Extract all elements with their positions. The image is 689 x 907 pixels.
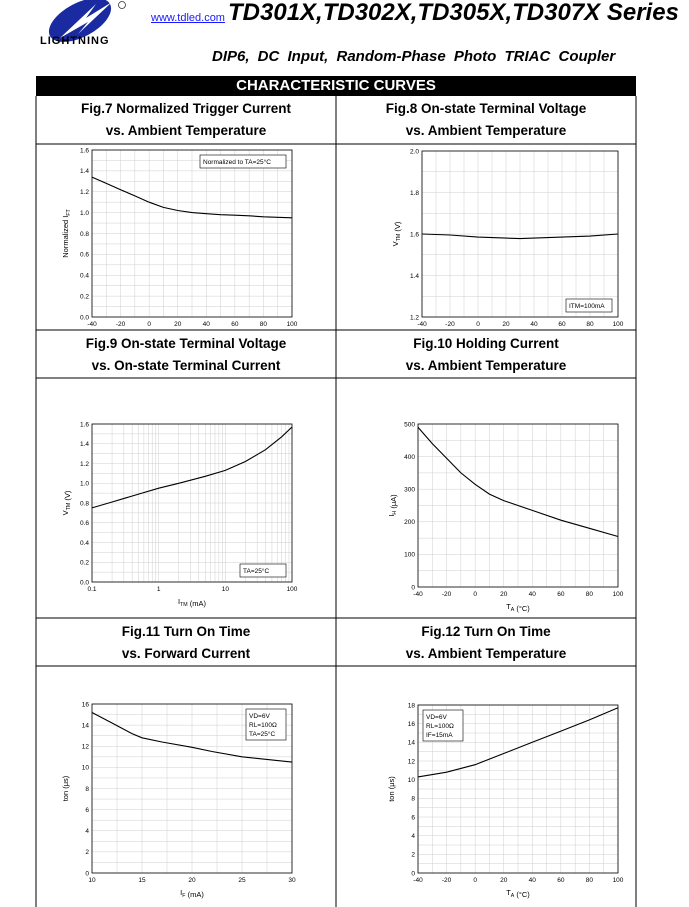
fig12-title: Fig.12 Turn On Time xyxy=(421,624,551,639)
x-tick-label: 60 xyxy=(557,877,565,884)
fig12-subtitle: vs. Ambient Temperature xyxy=(405,646,567,661)
y-tick-label: 0.8 xyxy=(79,500,89,508)
y-tick-label: 1.4 xyxy=(409,272,419,280)
x-tick-label: 0 xyxy=(473,591,477,598)
x-tick-label: 1 xyxy=(156,586,161,593)
y-tick-label: 500 xyxy=(404,421,415,429)
x-tick-label: 30 xyxy=(288,877,296,884)
x-tick-label: 80 xyxy=(586,321,594,328)
x-tick-label: 40 xyxy=(528,591,536,598)
annotation-text: ITM=100mA xyxy=(569,303,605,310)
y-axis-label: ton (μs) xyxy=(61,775,70,802)
x-tick-label: 20 xyxy=(502,321,510,328)
fig11-subtitle: vs. Forward Current xyxy=(121,646,251,661)
x-axis-label: $T_A$ (°C) xyxy=(506,888,530,899)
x-axis-label: $T_A$ (°C) xyxy=(506,602,530,613)
annotation-text: VD=6V xyxy=(249,713,270,720)
y-tick-label: 10 xyxy=(81,764,89,772)
fig7-caption xyxy=(36,98,336,142)
y-tick-label: 1.4 xyxy=(79,441,89,449)
x-tick-label: 80 xyxy=(585,591,594,598)
fig12-caption xyxy=(336,621,636,665)
annotation-box xyxy=(246,709,286,740)
x-tick-label: -20 xyxy=(441,877,452,884)
fig12-chart xyxy=(376,666,626,907)
series-title: TD301X,TD302X,TD305X,TD307X Series xyxy=(228,0,679,26)
fig11-caption xyxy=(36,621,336,665)
fig10-caption xyxy=(336,333,636,377)
x-tick-label: 60 xyxy=(557,591,565,598)
fig8-chart xyxy=(376,144,626,330)
y-tick-label: 1.6 xyxy=(79,421,89,429)
fig8-caption xyxy=(336,98,636,142)
y-tick-label: 2.0 xyxy=(409,148,419,156)
y-tick-label: 0.2 xyxy=(79,293,89,301)
grid xyxy=(92,424,292,582)
y-tick-label: 4 xyxy=(411,832,415,840)
y-tick-label: 400 xyxy=(404,453,415,461)
annotation-text: IF=15mA xyxy=(426,732,453,739)
y-tick-label: 1.2 xyxy=(79,189,89,197)
annotation-text: TA=25°C xyxy=(249,731,276,738)
x-tick-label: -20 xyxy=(115,321,126,328)
y-tick-label: 10 xyxy=(407,776,415,784)
y-axis-label: Normalized $I_{FT}$ xyxy=(61,209,72,258)
annotation-text: TA=25°C xyxy=(243,568,270,575)
x-tick-label: 100 xyxy=(286,321,298,328)
fig11-chart xyxy=(46,666,326,907)
annotation-text: Normalized to TA=25°C xyxy=(203,159,271,166)
fig11-title: Fig.11 Turn On Time xyxy=(121,624,251,639)
fig10-subtitle: vs. Ambient Temperature xyxy=(405,358,567,373)
x-tick-label: 40 xyxy=(530,321,538,328)
fig10-chart xyxy=(376,378,626,618)
y-tick-label: 0 xyxy=(85,870,89,878)
y-tick-label: 6 xyxy=(411,814,415,822)
y-tick-label: 8 xyxy=(85,785,89,793)
x-tick-label: 10 xyxy=(221,586,229,593)
y-tick-label: 4 xyxy=(85,828,89,836)
grid xyxy=(422,151,618,317)
x-tick-label: 100 xyxy=(612,591,624,598)
x-tick-label: 20 xyxy=(174,321,182,328)
y-tick-label: 0.0 xyxy=(79,579,89,587)
x-tick-label: 0 xyxy=(147,321,151,328)
y-tick-label: 6 xyxy=(85,806,89,814)
x-tick-label: 100 xyxy=(612,877,624,884)
fig9-caption xyxy=(36,333,336,377)
y-tick-label: 16 xyxy=(407,720,415,728)
y-tick-label: 18 xyxy=(407,702,415,710)
x-tick-label: 0.1 xyxy=(87,586,97,593)
fig8-subtitle: vs. Ambient Temperature xyxy=(405,123,567,138)
x-tick-label: 80 xyxy=(259,321,268,328)
y-tick-label: 200 xyxy=(404,519,415,527)
y-tick-label: 0.8 xyxy=(79,230,89,238)
y-tick-label: 0.6 xyxy=(79,251,89,259)
brand-name: LIGHTNING xyxy=(40,35,110,47)
x-tick-label: 40 xyxy=(528,877,536,884)
y-tick-label: 1.2 xyxy=(409,314,419,322)
y-tick-label: 1.6 xyxy=(79,147,89,155)
y-axis-label: ton (μs) xyxy=(387,776,396,802)
fig10-title: Fig.10 Holding Current xyxy=(413,336,559,351)
y-tick-label: 0.6 xyxy=(79,520,89,528)
x-tick-label: 60 xyxy=(231,321,239,328)
section-title: CHARACTERISTIC CURVES xyxy=(36,76,636,96)
fig7-title: Fig.7 Normalized Trigger Current xyxy=(80,101,292,116)
y-tick-label: 1.0 xyxy=(79,209,89,217)
y-tick-label: 1.0 xyxy=(79,480,89,488)
y-tick-label: 12 xyxy=(81,743,89,751)
annotation-text: RL=100Ω xyxy=(249,722,277,729)
fig7-subtitle: vs. Ambient Temperature xyxy=(105,123,267,138)
y-tick-label: 0.4 xyxy=(79,539,89,547)
annotation-box xyxy=(200,155,286,168)
y-tick-label: 1.6 xyxy=(409,231,419,239)
y-tick-label: 16 xyxy=(81,701,89,709)
y-tick-label: 0.2 xyxy=(79,559,89,567)
x-tick-label: -20 xyxy=(441,591,452,598)
x-tick-label: 20 xyxy=(500,877,508,884)
annotation-text: RL=100Ω xyxy=(426,723,454,730)
x-tick-label: 15 xyxy=(138,877,146,884)
y-tick-label: 0.4 xyxy=(79,272,89,280)
x-tick-label: -40 xyxy=(87,321,97,328)
x-tick-label: 25 xyxy=(238,877,246,884)
y-tick-label: 1.2 xyxy=(79,460,89,468)
y-tick-label: 8 xyxy=(411,795,415,803)
fig9-subtitle: vs. On-state Terminal Current xyxy=(91,358,281,373)
y-axis-label: $V_{TM}$ (V) xyxy=(61,490,72,516)
grid xyxy=(92,150,292,317)
x-tick-label: 10 xyxy=(88,877,96,884)
fig8-title: Fig.8 On-state Terminal Voltage xyxy=(385,101,587,116)
y-tick-label: 12 xyxy=(407,758,415,766)
x-axis-label: $I_{TM}$ (mA) xyxy=(177,597,207,608)
website-link[interactable]: www.tdled.com xyxy=(151,12,225,24)
annotation-text: VD=6V xyxy=(426,714,447,721)
x-tick-label: 80 xyxy=(585,877,594,884)
y-tick-label: 1.8 xyxy=(409,189,419,197)
y-tick-label: 0 xyxy=(411,584,415,592)
x-tick-label: 20 xyxy=(188,877,196,884)
y-tick-label: 0.0 xyxy=(79,314,89,322)
x-tick-label: -40 xyxy=(413,877,423,884)
x-tick-label: -20 xyxy=(445,321,455,328)
annotation-box xyxy=(566,299,612,312)
x-axis-label: $I_F$ (mA) xyxy=(180,888,204,899)
x-tick-label: 0 xyxy=(473,877,477,884)
annotation-box xyxy=(423,710,463,741)
x-tick-label: -40 xyxy=(417,321,427,328)
y-tick-label: 14 xyxy=(407,739,415,747)
y-tick-label: 2 xyxy=(85,849,89,857)
annotation-box xyxy=(240,564,286,577)
x-tick-label: 100 xyxy=(286,586,298,593)
product-subtitle: DIP6, DC Input, Random-Phase Photo TRIAC Coupler xyxy=(212,48,616,65)
y-axis-label: $V_{TM}$ (V) xyxy=(391,221,402,247)
x-tick-label: -40 xyxy=(413,591,423,598)
x-tick-label: 40 xyxy=(202,321,210,328)
y-tick-label: 300 xyxy=(404,486,415,494)
y-tick-label: 1.4 xyxy=(79,168,89,176)
y-tick-label: 14 xyxy=(81,722,89,730)
data-curve xyxy=(92,427,292,508)
x-tick-label: 0 xyxy=(476,321,480,328)
fig9-title: Fig.9 On-state Terminal Voltage xyxy=(85,336,287,351)
y-tick-label: 0 xyxy=(411,870,415,878)
x-tick-label: 20 xyxy=(500,591,508,598)
fig9-chart xyxy=(46,378,326,618)
y-axis-label: $I_H$ (μA) xyxy=(387,494,398,517)
fig7-chart xyxy=(46,144,326,330)
y-tick-label: 100 xyxy=(404,551,415,559)
x-tick-label: 100 xyxy=(612,321,624,328)
y-tick-label: 2 xyxy=(411,851,415,859)
x-tick-label: 60 xyxy=(558,321,566,328)
